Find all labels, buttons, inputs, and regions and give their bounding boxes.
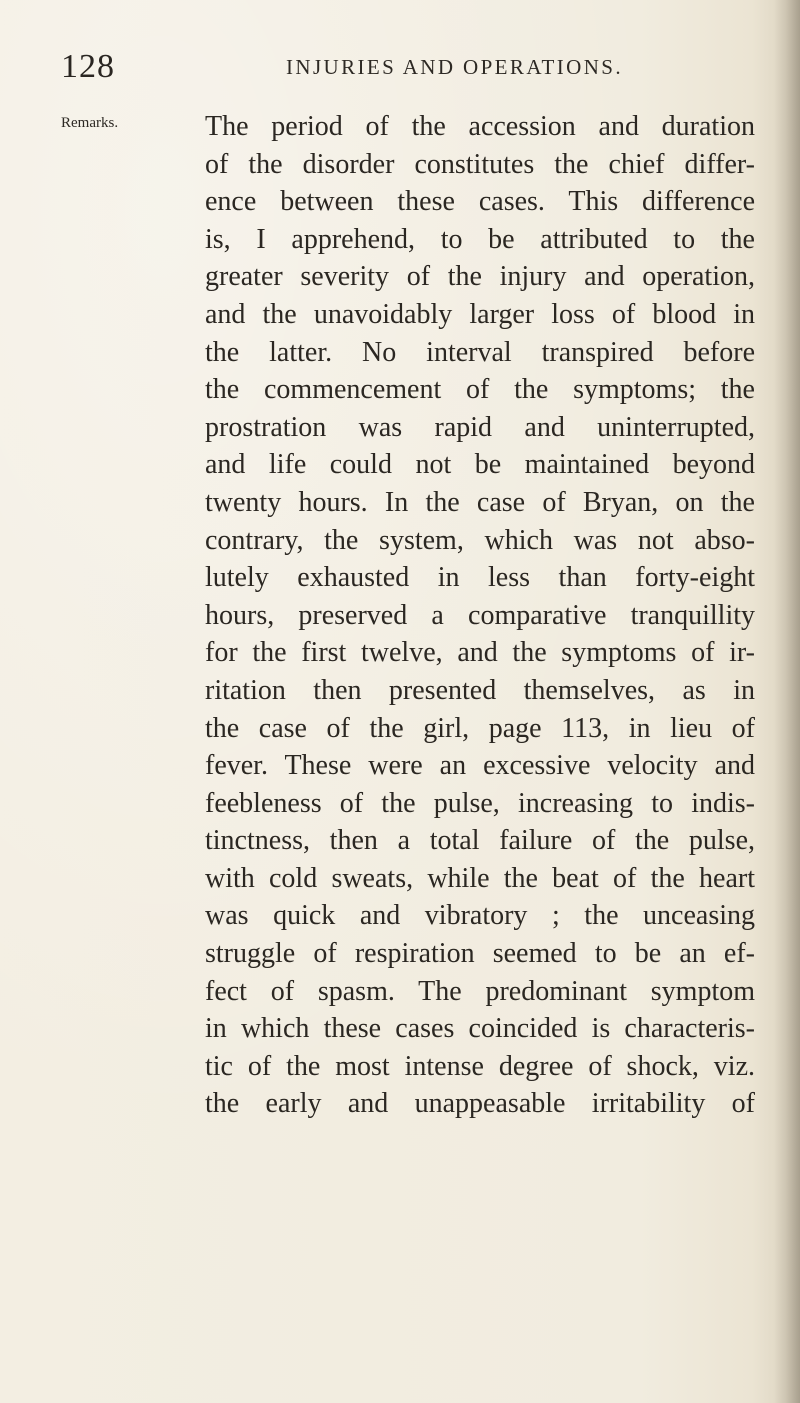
page-number: 128 [61, 48, 115, 85]
text-line: of the disorder constitutes the chief differ- [205, 148, 755, 180]
text-line: twenty hours. In the case of Bryan, on the [205, 486, 755, 518]
text-line: is, I apprehend, to be attributed to the [205, 223, 755, 255]
text-line: greater severity of the injury and operation, [205, 261, 755, 293]
text-line: the latter. No interval transpired before [205, 336, 755, 368]
text-line: ritation then presented themselves, as in [205, 674, 755, 706]
margin-note: Remarks. [61, 115, 119, 131]
text-line: lutely exhausted in less than forty-eight [205, 562, 755, 594]
running-head: INJURIES AND OPERATIONS. [286, 55, 624, 79]
text-line: ence between these cases. This difference [205, 186, 755, 218]
text-line: hours, preserved a comparative tranquillity [205, 599, 755, 631]
text-line: was quick and vibratory ; the unceasing [205, 900, 755, 932]
text-line: contrary, the system, which was not abso- [205, 524, 755, 556]
text-line: fever. These were an excessive velocity and [205, 750, 755, 782]
text-line: The period of the accession and duration [205, 111, 755, 142]
text-line: struggle of respiration seemed to be an ef- [205, 938, 755, 970]
text-line: tinctness, then a total failure of the pulse, [205, 825, 755, 857]
text-line: and life could not be maintained beyond [205, 449, 755, 481]
text-line: the commencement of the symptoms; the [205, 374, 755, 406]
text-line: with cold sweats, while the beat of the heart [205, 862, 755, 894]
text-line: and the unavoidably larger loss of blood in [205, 298, 755, 330]
text-line: in which these cases coincided is characteris- [205, 1013, 755, 1045]
text-line: the case of the girl, page 113, in lieu of [205, 712, 755, 744]
text-line: the early and unappeasable irritability of [205, 1088, 755, 1120]
text-line: prostration was rapid and uninterrupted, [205, 411, 755, 443]
page-edge-shadow [774, 0, 800, 1403]
text-line: for the first twelve, and the symptoms of ir- [205, 637, 755, 669]
text-line: tic of the most intense degree of shock, viz. [205, 1050, 755, 1082]
text-line: feebleness of the pulse, increasing to indis- [205, 787, 755, 819]
body-paragraph [205, 108, 765, 1123]
text-line: fect of spasm. The predominant symptom [205, 975, 755, 1007]
